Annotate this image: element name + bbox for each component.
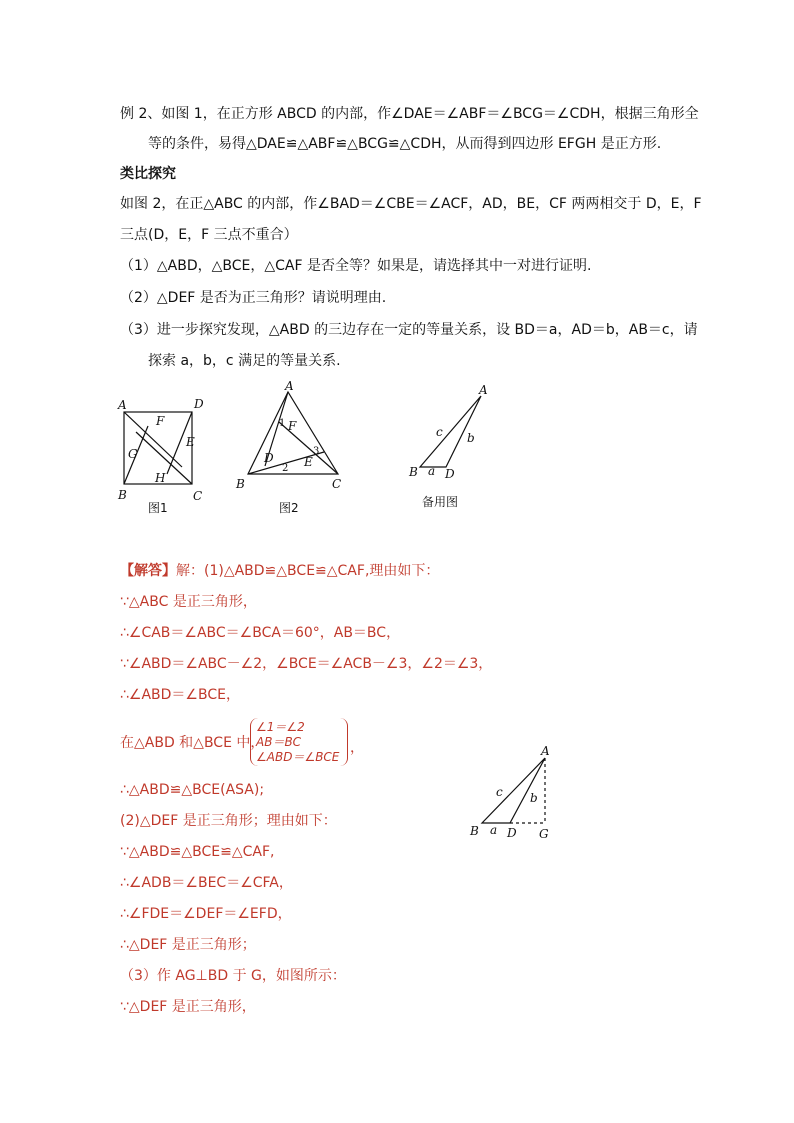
solution-line-5: ∴∠ABD＝∠BCE， — [120, 687, 240, 703]
solution-line-10: ∴∠ADB＝∠BEC＝∠CFA， — [120, 875, 293, 891]
solution-line-11: ∴∠FDE＝∠DEF＝∠EFD， — [120, 906, 292, 922]
fig1-label-E: E — [186, 435, 195, 449]
problem-line-1: 例 2、如图 1，在正方形 ABCD 的内部，作∠DAE＝∠ABF＝∠BCG＝∠CDH，根据三角形全 — [120, 106, 699, 122]
solution-line-8: (2)△DEF 是正三角形；理由如下： — [120, 813, 337, 829]
section-heading: 类比探究 — [120, 166, 176, 182]
fig3-label-B: B — [409, 465, 418, 479]
fig4-label-G: G — [539, 827, 549, 841]
fig2-angle-3: 3 — [313, 446, 320, 457]
fig4-label-a: a — [490, 823, 498, 837]
fig4-label-c: c — [496, 785, 503, 799]
fig2-label-B: B — [236, 477, 245, 491]
question-2: （2）△DEF 是否为正三角形？请说明理由. — [120, 290, 387, 306]
fig2-label-F: F — [288, 419, 297, 433]
fig1-label-H: H — [155, 471, 166, 485]
solution-line-9: ∵△ABD≌△BCE≌△CAF, — [120, 844, 275, 860]
fig2-caption: 图2 — [279, 501, 299, 515]
fig2-angle-1: 1 — [279, 418, 286, 429]
problem-line-3: 如图 2，在正△ABC 的内部，作∠BAD＝∠CBE＝∠ACF，AD，BE，CF 两两相交于 D，E，F — [120, 196, 702, 212]
fig1-label-F: F — [156, 414, 165, 428]
fig3-label-D: D — [445, 467, 455, 481]
fig3-caption: 备用图 — [422, 495, 459, 509]
system-comma: ， — [350, 740, 364, 756]
solution-intro: 解：(1)△ABD≌△BCE≌△CAF,理由如下： — [176, 563, 440, 579]
fig4-label-D: D — [507, 826, 517, 840]
fig3-label-A: A — [479, 383, 488, 397]
fig1-label-G: G — [128, 447, 138, 461]
fig2-label-D: D — [264, 451, 274, 465]
fig2-label-C: C — [332, 477, 342, 491]
fig2-angle-2: 2 — [282, 463, 289, 474]
system-eq-2: AB＝BC — [256, 735, 302, 749]
solution-line-12: ∴△DEF 是正三角形； — [120, 937, 256, 953]
solution-line-14: ∵△DEF 是正三角形， — [120, 999, 256, 1015]
fig1-label-C: C — [193, 489, 203, 503]
system-eq-1: ∠1＝∠2 — [256, 720, 305, 734]
fig1-label-D: D — [194, 397, 204, 411]
problem-line-2: 等的条件，易得△DAE≌△ABF≌△BCG≌△CDH，从而得到四边形 EFGH 是正方形. — [148, 136, 662, 152]
fig3-label-b: b — [467, 431, 475, 445]
fig4-label-A: A — [541, 744, 550, 758]
solution-line-7: ∴△ABD≌△BCE(ASA); — [120, 782, 265, 798]
solution-line-1 — [120, 561, 439, 581]
solution-line-3: ∴∠CAB＝∠ABC＝∠BCA＝60°，AB＝BC， — [120, 625, 401, 641]
fig1-caption: 图1 — [148, 501, 168, 515]
fig4-label-B: B — [470, 824, 479, 838]
question-3-line-2: 探索 a，b，c 满足的等量关系. — [148, 353, 341, 369]
fig4-label-b: b — [530, 791, 538, 805]
system-eq-3: ∠ABD＝∠BCE — [256, 750, 340, 764]
solution-line-4: ∵∠ABD＝∠ABC－∠2，∠BCE＝∠ACB－∠3，∠2＝∠3， — [120, 656, 493, 672]
answer-tag: 【解答】 — [120, 563, 176, 579]
solution-line-13: （3）作 AG⊥BD 于 G，如图所示： — [120, 968, 346, 984]
problem-line-4: 三点(D，E，F 三点不重合） — [120, 227, 298, 243]
question-1: （1）△ABD，△BCE，△CAF 是否全等？如果是，请选择其中一对进行证明. — [120, 258, 592, 274]
question-3-line-1: （3）进一步探究发现，△ABD 的三边存在一定的等量关系，设 BD＝a，AD＝b，AB＝c，请 — [120, 322, 698, 338]
solution-line-6: 在△ABD 和△BCE 中， — [120, 735, 265, 751]
fig2-label-E: E — [304, 455, 313, 469]
fig3-label-a: a — [428, 464, 436, 478]
figure-2 — [248, 392, 338, 474]
fig3-label-c: c — [436, 425, 443, 439]
fig1-label-A: A — [118, 398, 127, 412]
fig2-label-A: A — [285, 379, 294, 393]
fig1-label-B: B — [118, 488, 127, 502]
solution-line-2: ∵△ABC 是正三角形， — [120, 594, 257, 610]
